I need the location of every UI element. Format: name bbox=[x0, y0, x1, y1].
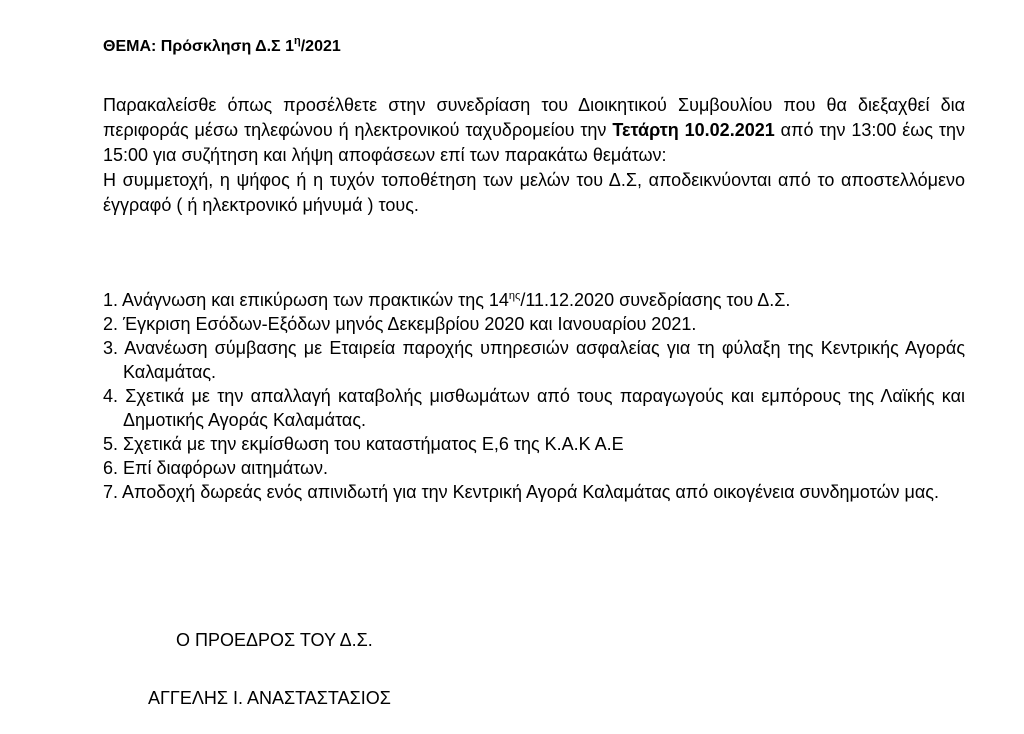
agenda-list bbox=[103, 288, 965, 504]
agenda-item bbox=[103, 288, 965, 312]
agenda-item-1-text: 1. Ανάγνωση και επικύρωση των πρακτικών της 14 bbox=[103, 290, 509, 310]
invitation-text-start: Παρακαλείσθε όπως προσέλθετε στην συνεδρίαση του Διοικητικού Συμβουλίου που θα διεξαχθεί δια περιφοράς μέσω τηλεφώνου ή ηλεκτρονικού ταχυδρομείου την bbox=[103, 95, 965, 140]
meeting-date: Τετάρτη 10.02.2021 bbox=[612, 120, 775, 140]
agenda-item: 5. Σχετικά με την εκμίσθωση του καταστήματος Ε,6 της Κ.Α.Κ Α.Ε bbox=[103, 434, 624, 454]
document-subject bbox=[103, 35, 341, 56]
agenda-item: 2. Έγκριση Εσόδων-Εξόδων μηνός Δεκεμβρίου 2020 και Ιανουαρίου 2021. bbox=[103, 314, 697, 334]
subject-suffix: /2021 bbox=[300, 38, 341, 55]
agenda-item-1-superscript: ης bbox=[508, 290, 521, 302]
participation-paragraph: Η συμμετοχή, η ψήφος ή η τυχόν τοποθέτηση των μελών του Δ.Σ, αποδεικνύονται από το αποστελλόμενο έγγραφό ( ή ηλεκτρονικό μήνυμά ) τους. bbox=[103, 170, 965, 215]
invitation-paragraph bbox=[103, 93, 965, 168]
subject-superscript: η bbox=[294, 35, 301, 47]
agenda-item: 3. Ανανέωση σύμβασης με Εταιρεία παροχής υπηρεσιών ασφαλείας για τη φύλαξη της Κεντρικής Αγοράς Καλαμάτας. bbox=[103, 338, 965, 382]
agenda-item: 7. Αποδοχή δωρεάς ενός απινιδωτή για την Κεντρική Αγορά Καλαμάτας από οικογένεια συνδημοτών μας. bbox=[103, 482, 939, 502]
invitation-text-end: από την 13:00 έως την 15:00 για συζήτηση και λήψη αποφάσεων επί των παρακάτω θεμάτων: bbox=[103, 120, 965, 165]
invitation-body bbox=[103, 93, 965, 218]
signature-title: Ο ΠΡΟΕΔΡΟΣ ΤΟΥ Δ.Σ. bbox=[176, 630, 373, 650]
signature-name: ΑΓΓΕΛΗΣ Ι. ΑΝΑΣΤΑΣΤΑΣΙΟΣ bbox=[148, 688, 391, 708]
agenda-item: 4. Σχετικά με την απαλλαγή καταβολής μισθωμάτων από τους παραγωγούς και εμπόρους της Λαϊκής και Δημοτικής Αγοράς Καλαμάτας. bbox=[103, 386, 965, 430]
agenda-item-1-text-end: /11.12.2020 συνεδρίασης του Δ.Σ. bbox=[520, 290, 791, 310]
subject-prefix: ΘΕΜΑ: Πρόσκληση Δ.Σ 1 bbox=[103, 38, 294, 55]
agenda-item: 6. Επί διαφόρων αιτημάτων. bbox=[103, 458, 329, 478]
